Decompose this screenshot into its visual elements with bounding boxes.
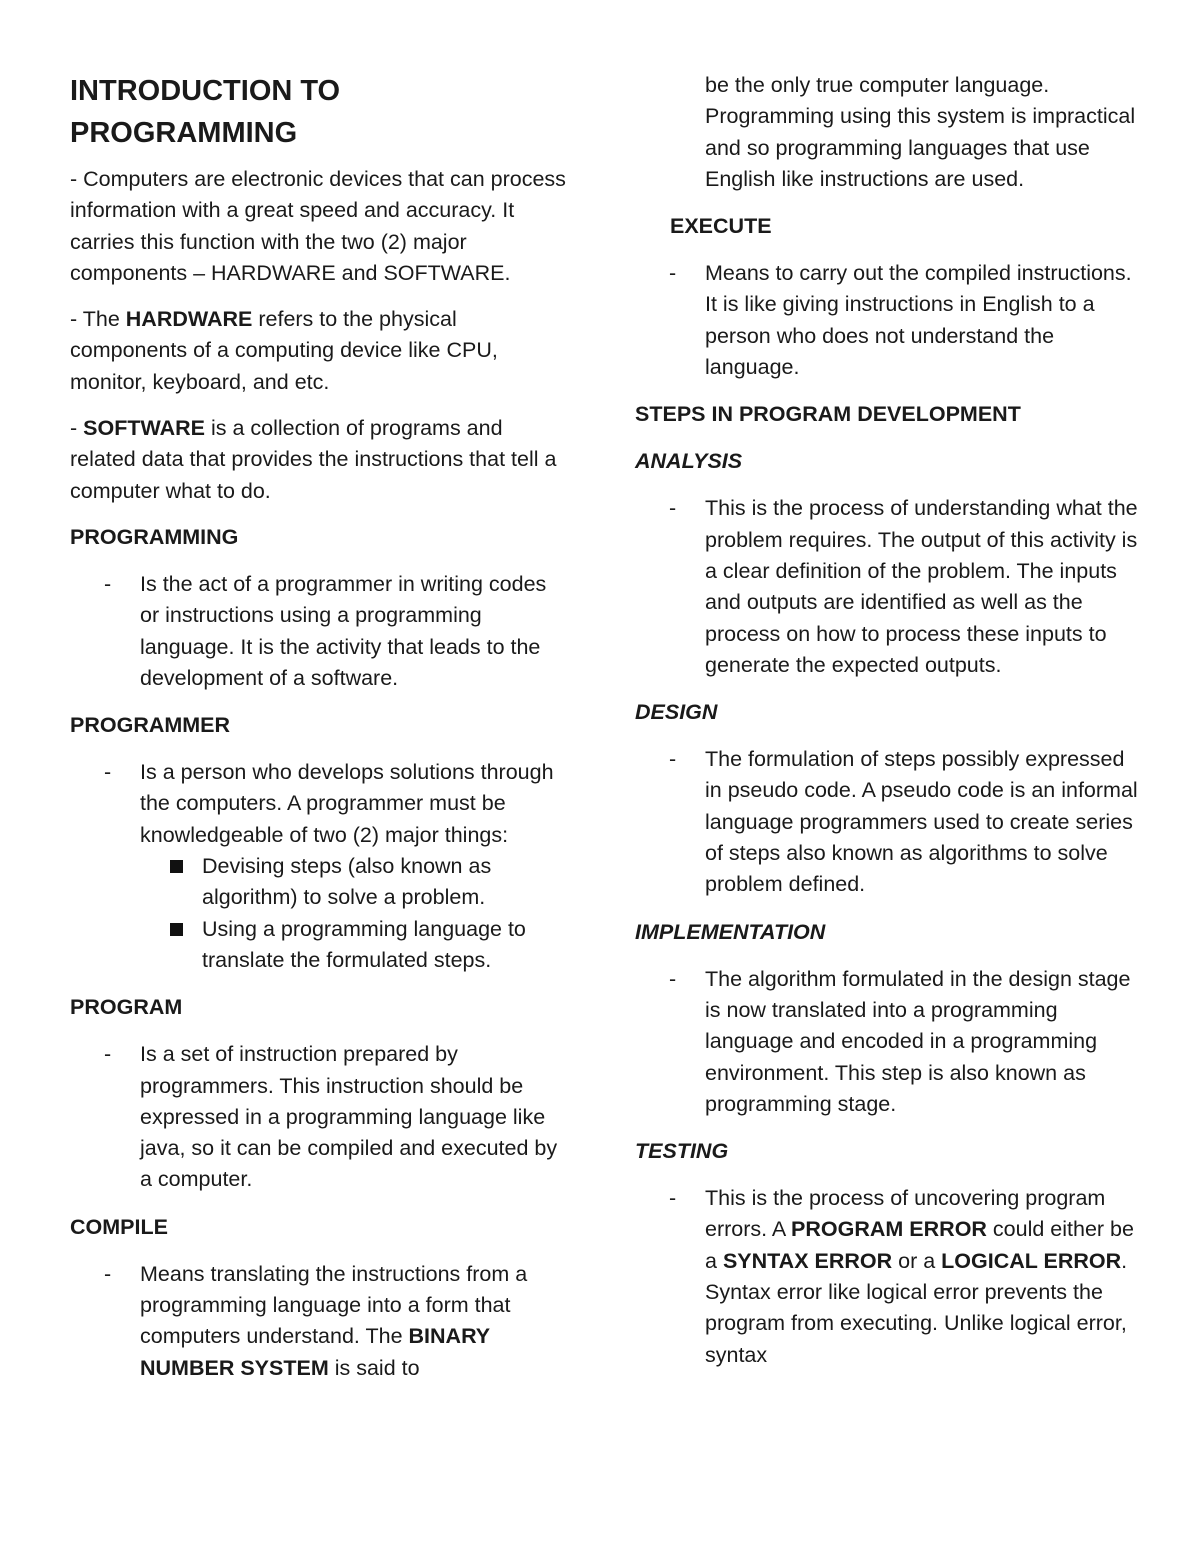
software-paragraph xyxy=(70,413,570,507)
sublist-item xyxy=(140,914,570,977)
intro-paragraph: - Computers are electronic devices that can process information with a great speed and accuracy. It carries this function with the two (2) major components – HARDWARE and SOFTWARE. xyxy=(70,167,566,285)
logical-error-term: LOGICAL ERROR xyxy=(941,1248,1122,1273)
testing-text-1: This is the process of uncovering program errors. A xyxy=(705,1186,1106,1242)
testing-item xyxy=(635,1183,1140,1371)
programmer-text: Is a person who develops solutions through the computers. A programmer must be knowledgeable of two (2) major things: xyxy=(140,760,554,847)
square-bullet-icon xyxy=(170,923,183,936)
compile-text xyxy=(140,1259,570,1384)
dash-bullet: - xyxy=(669,966,677,991)
implementation-item xyxy=(635,964,1140,1120)
testing-text-2: could either be a xyxy=(705,1217,1134,1273)
compile-item xyxy=(70,1259,570,1384)
program-text: Is a set of instruction prepared by programmers. This instruction should be expressed in a programming language like java, so it can be compiled and executed by a computer. xyxy=(140,1042,558,1192)
hardware-text: refers to the physical components of a computing device like CPU, monitor, keyboard, and etc. xyxy=(70,307,498,394)
testing-text xyxy=(705,1183,1140,1371)
execute-item xyxy=(635,258,1140,383)
left-column xyxy=(70,70,570,1400)
dash-bullet: - xyxy=(669,496,677,521)
testing-text-4: . Syntax error like logical error prevents the program from executing. Unlike logical error, syntax xyxy=(705,1248,1128,1367)
sublist-text: Using a programming language to translate the formulated steps. xyxy=(202,916,526,972)
programmer-heading: PROGRAMMER xyxy=(70,713,231,738)
programming-item xyxy=(70,569,570,694)
implementation-text: The algorithm formulated in the design stage is now translated into a programming language and encoded in a programming environment. This step is also known as programming stage. xyxy=(705,966,1131,1116)
square-bullet-icon xyxy=(170,860,183,873)
dash-bullet: - xyxy=(669,1186,677,1211)
sublist-text: Devising steps (also known as algorithm) to solve a problem. xyxy=(202,854,492,910)
programming-heading: PROGRAMMING xyxy=(70,524,239,549)
compile-heading: COMPILE xyxy=(70,1214,168,1239)
analysis-item xyxy=(635,493,1140,681)
program-item xyxy=(70,1039,570,1195)
dash-bullet: - xyxy=(669,747,677,772)
programmer-item xyxy=(70,757,570,976)
implementation-heading: IMPLEMENTATION xyxy=(635,919,826,944)
execute-text: Means to carry out the compiled instructions. It is like giving instructions in English to a person who does not understand the language. xyxy=(705,261,1132,380)
analysis-text: This is the process of understanding what the problem requires. The output of this activity is a clear definition of the problem. The inputs and outputs are identified as well as the process on how to process these inputs to generate the expected outputs. xyxy=(705,496,1138,677)
binary-number-system-term: BINARY NUMBER SYSTEM xyxy=(140,1324,490,1380)
title-line-2: PROGRAMMING xyxy=(70,117,298,149)
dash-bullet: - xyxy=(104,760,112,785)
hardware-prefix: - The xyxy=(70,307,126,332)
hardware-term: HARDWARE xyxy=(125,307,253,332)
compile-text-end: is said to xyxy=(328,1355,420,1380)
program-heading: PROGRAM xyxy=(70,995,183,1020)
dash-bullet: - xyxy=(104,1261,112,1286)
software-prefix: - xyxy=(70,416,84,441)
programming-text: Is the act of a programmer in writing codes or instructions using a programming language. It is the activity that leads to the development of a software. xyxy=(140,571,547,690)
execute-heading: EXECUTE xyxy=(670,214,772,239)
programmer-sublist xyxy=(140,851,570,976)
software-term: SOFTWARE xyxy=(83,416,205,441)
testing-heading: TESTING xyxy=(635,1139,729,1164)
dash-bullet: - xyxy=(104,571,112,596)
compile-continuation: be the only true computer language. Programming using this system is impractical and so programming languages that use English like instructions are used. xyxy=(705,73,1136,191)
software-text: is a collection of programs and related data that provides the instructions that tell a computer what to do. xyxy=(70,416,557,503)
testing-text-3: or a xyxy=(892,1248,942,1273)
dash-bullet: - xyxy=(669,261,677,286)
page-title xyxy=(70,70,570,154)
steps-heading: STEPS IN PROGRAM DEVELOPMENT xyxy=(635,402,1021,427)
sublist-item xyxy=(140,851,570,914)
compile-text-start: Means translating the instructions from a programming language into a form that computers understand. The xyxy=(140,1261,528,1349)
hardware-paragraph xyxy=(70,304,570,398)
program-error-term: PROGRAM ERROR xyxy=(791,1217,987,1242)
dash-bullet: - xyxy=(104,1042,112,1067)
design-item xyxy=(635,744,1140,900)
syntax-error-term: SYNTAX ERROR xyxy=(722,1248,893,1273)
analysis-heading: ANALYSIS xyxy=(635,449,743,474)
right-column xyxy=(635,70,1140,1387)
design-heading: DESIGN xyxy=(635,700,718,725)
title-line-1: INTRODUCTION TO xyxy=(70,75,341,107)
design-text: The formulation of steps possibly expressed in pseudo code. A pseudo code is an informal language programmers used to create series of steps also known as algorithms to solve problem defined. xyxy=(705,747,1138,897)
